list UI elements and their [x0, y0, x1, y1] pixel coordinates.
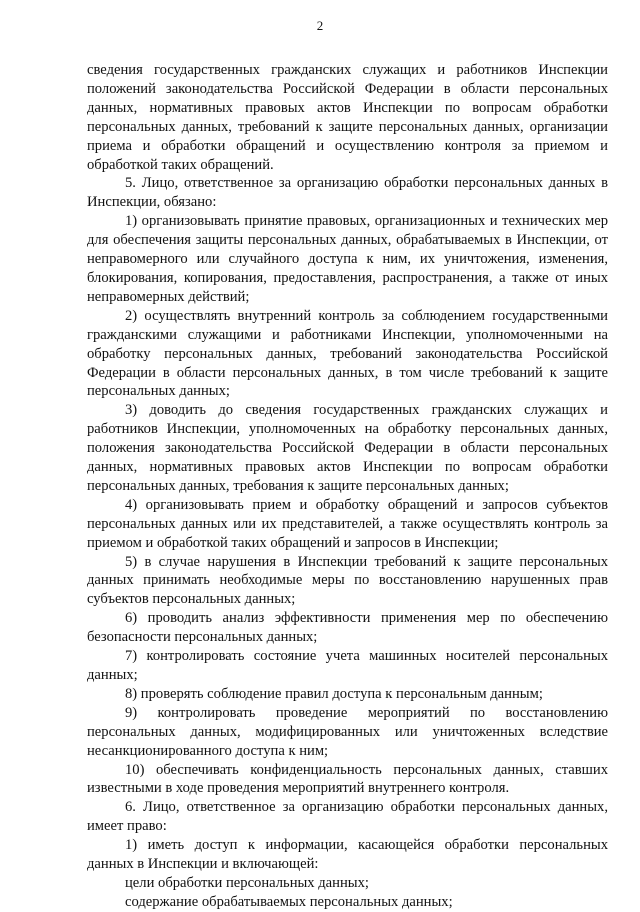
paragraph-duty-9: 9) контролировать проведение мероприятий по восстановлению персональных данных, модифицированных или уничтоженных вследствие несанкционированного доступа к ним; [87, 704, 608, 759]
paragraph-duty-8: 8) проверять соблюдение правил доступа к персональным данным; [125, 685, 543, 702]
paragraph-item-6: 6. Лицо, ответственное за организацию обработки персональных данных, имеет право: [87, 799, 608, 835]
paragraph-duty-1: 1) организовывать принятие правовых, организационных и технических мер для обеспечения защиты персональных данных, обрабатываемых в Инспекции, от неправомерного или случайного доступа к ним, их уничтожения, изменения, блокирования, копирования, предоставления, распространения, а также от иных неправомерных действий; [87, 213, 608, 305]
paragraph-duty-2: 2) осуществлять внутренний контроль за соблюдением государственными гражданскими служащими и работниками Инспекции, уполномоченными на обработку персональных данных, требований законодательства Российской Федерации в области персональных данных, в том числе требований к защите персональных данных; [87, 307, 608, 400]
paragraph-duty-5: 5) в случае нарушения в Инспекции требований к защите персональных данных принимать необходимые меры по восстановлению нарушенных прав субъектов персональных данных; [87, 553, 608, 608]
paragraph-purposes: цели обработки персональных данных; [125, 874, 369, 891]
document-body [87, 61, 608, 912]
paragraph-item-5: 5. Лицо, ответственное за организацию обработки персональных данных в Инспекции, обязано: [87, 175, 608, 211]
paragraph-duty-6: 6) проводить анализ эффективности применения мер по обеспечению безопасности персональных данных; [87, 610, 608, 646]
paragraph-duty-3: 3) доводить до сведения государственных гражданских служащих и работников Инспекции, уполномоченных на обработку персональных данных, положения законодательства Российской Федерации в области персональных данных, нормативных правовых актов Инспекции по вопросам обработки персональных данных, требования к защите персональных данных; [87, 402, 608, 494]
paragraph-duty-10: 10) обеспечивать конфиденциальность персональных данных, ставших известными в ходе проведения мероприятий внутреннего контроля. [87, 761, 608, 797]
paragraph-content: содержание обрабатываемых персональных данных; [125, 893, 453, 910]
paragraph-duty-4: 4) организовывать прием и обработку обращений и запросов субъектов персональных данных или их представителей, а также осуществлять контроль за приемом и обработкой таких обращений и запросов в Инспекции; [87, 496, 608, 551]
paragraph-right-1: 1) иметь доступ к информации, касающейся обработки персональных данных в Инспекции и включающей: [87, 837, 608, 873]
paragraph-continuation: сведения государственных гражданских служащих и работников Инспекции положений законодательства Российской Федерации в области персональных данных, нормативных правовых актов Инспекции по вопросам обработки персональных данных, требований к защите персональных данных, организации приема и обработки обращений и осуществлению контроля за приемом и обработкой таких обращений. [87, 62, 608, 173]
page-number: 2 [316, 18, 324, 33]
paragraph-duty-7: 7) контролировать состояние учета машинных носителей персональных данных; [87, 648, 608, 683]
